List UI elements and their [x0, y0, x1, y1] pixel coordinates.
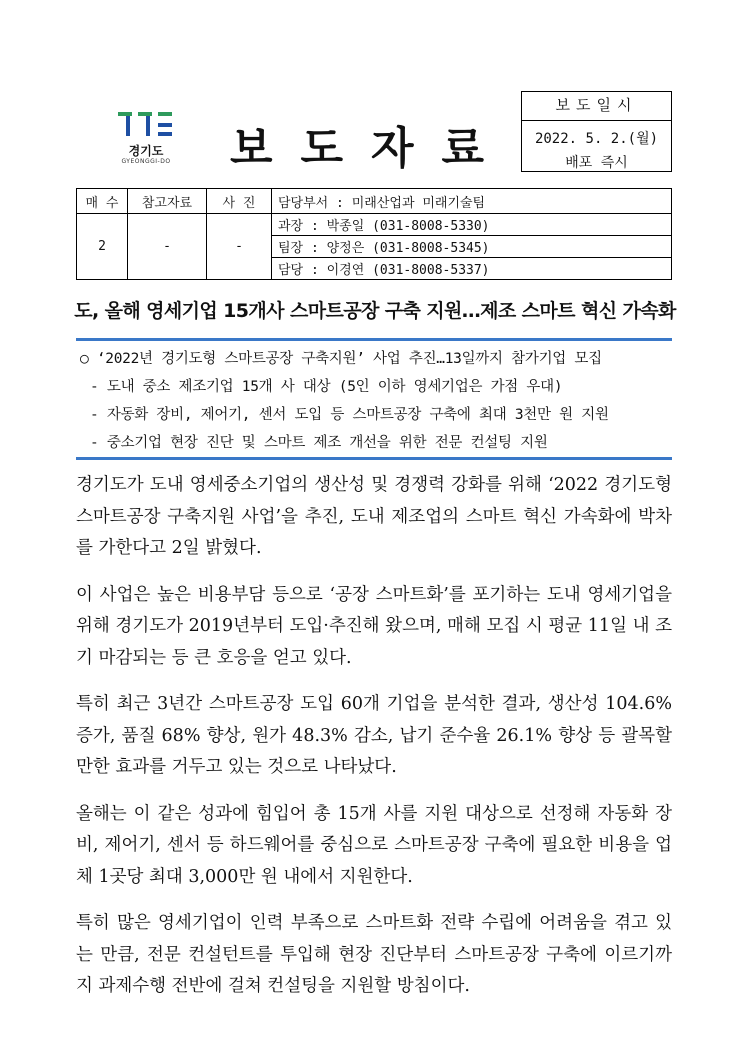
summary-bullet: - 중소기업 현장 진단 및 스마트 제조 개선을 위한 전문 컨설팅 지원	[90, 435, 548, 451]
body-paragraph: 올해는 이 같은 성과에 힘입어 총 15개 사를 지원 대상으로 선정해 자동화 장비, 제어기, 센서 등 하드웨어를 중심으로 스마트공장 구축에 필요한 비용을 업체 1곳당 최대 3,000만 원 내에서 지원한다.	[76, 803, 672, 887]
summary-bullet: - 자동화 장비, 제어기, 센서 도입 등 스마트공장 구축에 최대 3천만 원 지원	[90, 407, 609, 423]
release-date-box	[521, 91, 672, 172]
value-pages: 2	[77, 214, 128, 280]
contact-manager: 과장 : 박종일 (031-8008-5330)	[272, 214, 672, 236]
logo-name: 경기도	[128, 144, 164, 158]
department: 담당부서 : 미래산업과 미래기술팀	[272, 189, 672, 214]
headline: 도, 올해 영세기업 15개사 스마트공장 구축 지원…제조 스마트 혁신 가속화	[74, 300, 676, 322]
header-photos: 사 진	[207, 189, 272, 214]
article-body	[76, 470, 672, 1018]
summary-main: ○ ‘2022년 경기도형 스마트공장 구축지원’ 사업 추진…13일까지 참가기업 모집	[80, 351, 602, 367]
body-paragraph: 특히 최근 3년간 스마트공장 도입 60개 기업을 분석한 결과, 생산성 104.6% 증가, 품질 68% 향상, 원가 48.3% 감소, 납기 준수율 26.1% 향상 등 괄목할 만한 효과를 거두고 있는 것으로 나타났다.	[76, 694, 672, 777]
document-title: 보도자료	[230, 123, 513, 174]
body-paragraph: 이 사업은 높은 비용부담 등으로 ‘공장 스마트화’를 포기하는 도내 영세기업을 위해 경기도가 2019년부터 도입·추진해 왔으며, 매해 모집 시 평균 11일 내 조기 마감되는 등 큰 호응을 얻고 있다.	[76, 584, 672, 668]
header-references: 참고자료	[128, 189, 207, 214]
gyeonggi-logo-mark-icon	[118, 112, 174, 138]
body-paragraph: 특히 많은 영세기업이 인력 부족으로 스마트화 전략 수립에 어려움을 겪고 있는 만큼, 전문 컨설턴트를 투입해 현장 진단부터 스마트공장 구축에 이르기까지 과제수행 전반에 걸쳐 컨설팅을 지원할 방침이다.	[76, 913, 672, 996]
release-date-label: 보도일시	[522, 92, 671, 121]
summary-box	[76, 338, 672, 460]
release-timing: 배포 즉시	[565, 155, 628, 171]
contact-team-lead: 팀장 : 양정은 (031-8008-5345)	[272, 236, 672, 258]
gyeonggi-logo	[112, 112, 180, 172]
summary-bullet: - 도내 중소 제조기업 15개 사 대상 (5인 이하 영세기업은 가점 우대)	[90, 379, 563, 395]
value-photos: -	[207, 214, 272, 280]
logo-subtitle: GYEONGGI-DO	[121, 158, 171, 165]
body-paragraph: 경기도가 도내 영세중소기업의 생산성 및 경쟁력 강화를 위해 ‘2022 경기도형 스마트공장 구축지원 사업’을 추진, 도내 제조업의 스마트 혁신 가속화에 박차를 가한다고 2일 밝혔다.	[76, 475, 672, 558]
info-table	[76, 188, 672, 280]
release-date: 2022. 5. 2.(월)	[534, 131, 659, 147]
contact-staff: 담당 : 이경연 (031-8008-5337)	[272, 258, 672, 280]
header-pages: 매 수	[77, 189, 128, 214]
value-references: -	[128, 214, 207, 280]
